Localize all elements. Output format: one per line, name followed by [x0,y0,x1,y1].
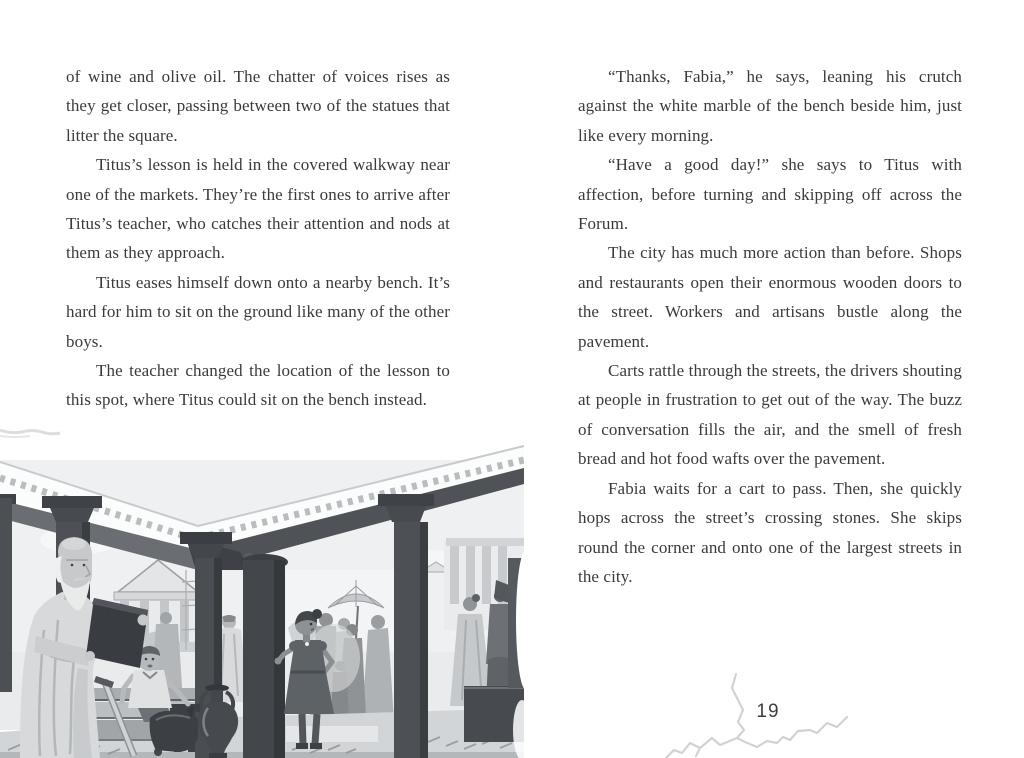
paragraph: of wine and olive oil. The chatter of voices rises as they get closer, passing between two of the statues that litter the square. [66,67,450,145]
crack-doodle [650,660,870,758]
page-number: 19 [756,701,780,722]
left-page-text [66,62,450,415]
paragraph: “Thanks, Fabia,” he says, leaning his crutch against the white marble of the bench beside him, just like every morning. [578,67,962,145]
paragraph: Carts rattle through the streets, the drivers shouting at people in frustration to get out of the way. The buzz of conversation fills the air, and the smell of fresh bread and hot food wafts over the pavement. [578,361,962,469]
paragraph: Titus eases himself down onto a nearby bench. It’s hard for him to sit on the ground like many of the other boys. [66,272,450,351]
right-page-text [578,62,962,591]
margin-sketch [0,430,60,437]
paragraph: Fabia waits for a cart to pass. Then, she quickly hops across the street’s crossing stones. She skips round the corner and onto one of the largest streets in the city. [578,478,962,586]
paragraph: Titus’s lesson is held in the covered walkway near one of the markets. They’re the first ones to arrive after Titus’s teacher, who catches their attention and nods at them as they approach. [66,155,450,263]
forum-illustration [0,420,532,758]
paragraph: “Have a good day!” she says to Titus with affection, before turning and skipping off across the Forum. [578,155,962,234]
paragraph: The city has much more action than before. Shops and restaurants open their enormous wooden doors to the street. Workers and artisans bustle along the pavement. [578,243,962,351]
paragraph: The teacher changed the location of the lesson to this spot, where Titus could sit on the bench instead. [66,361,450,410]
